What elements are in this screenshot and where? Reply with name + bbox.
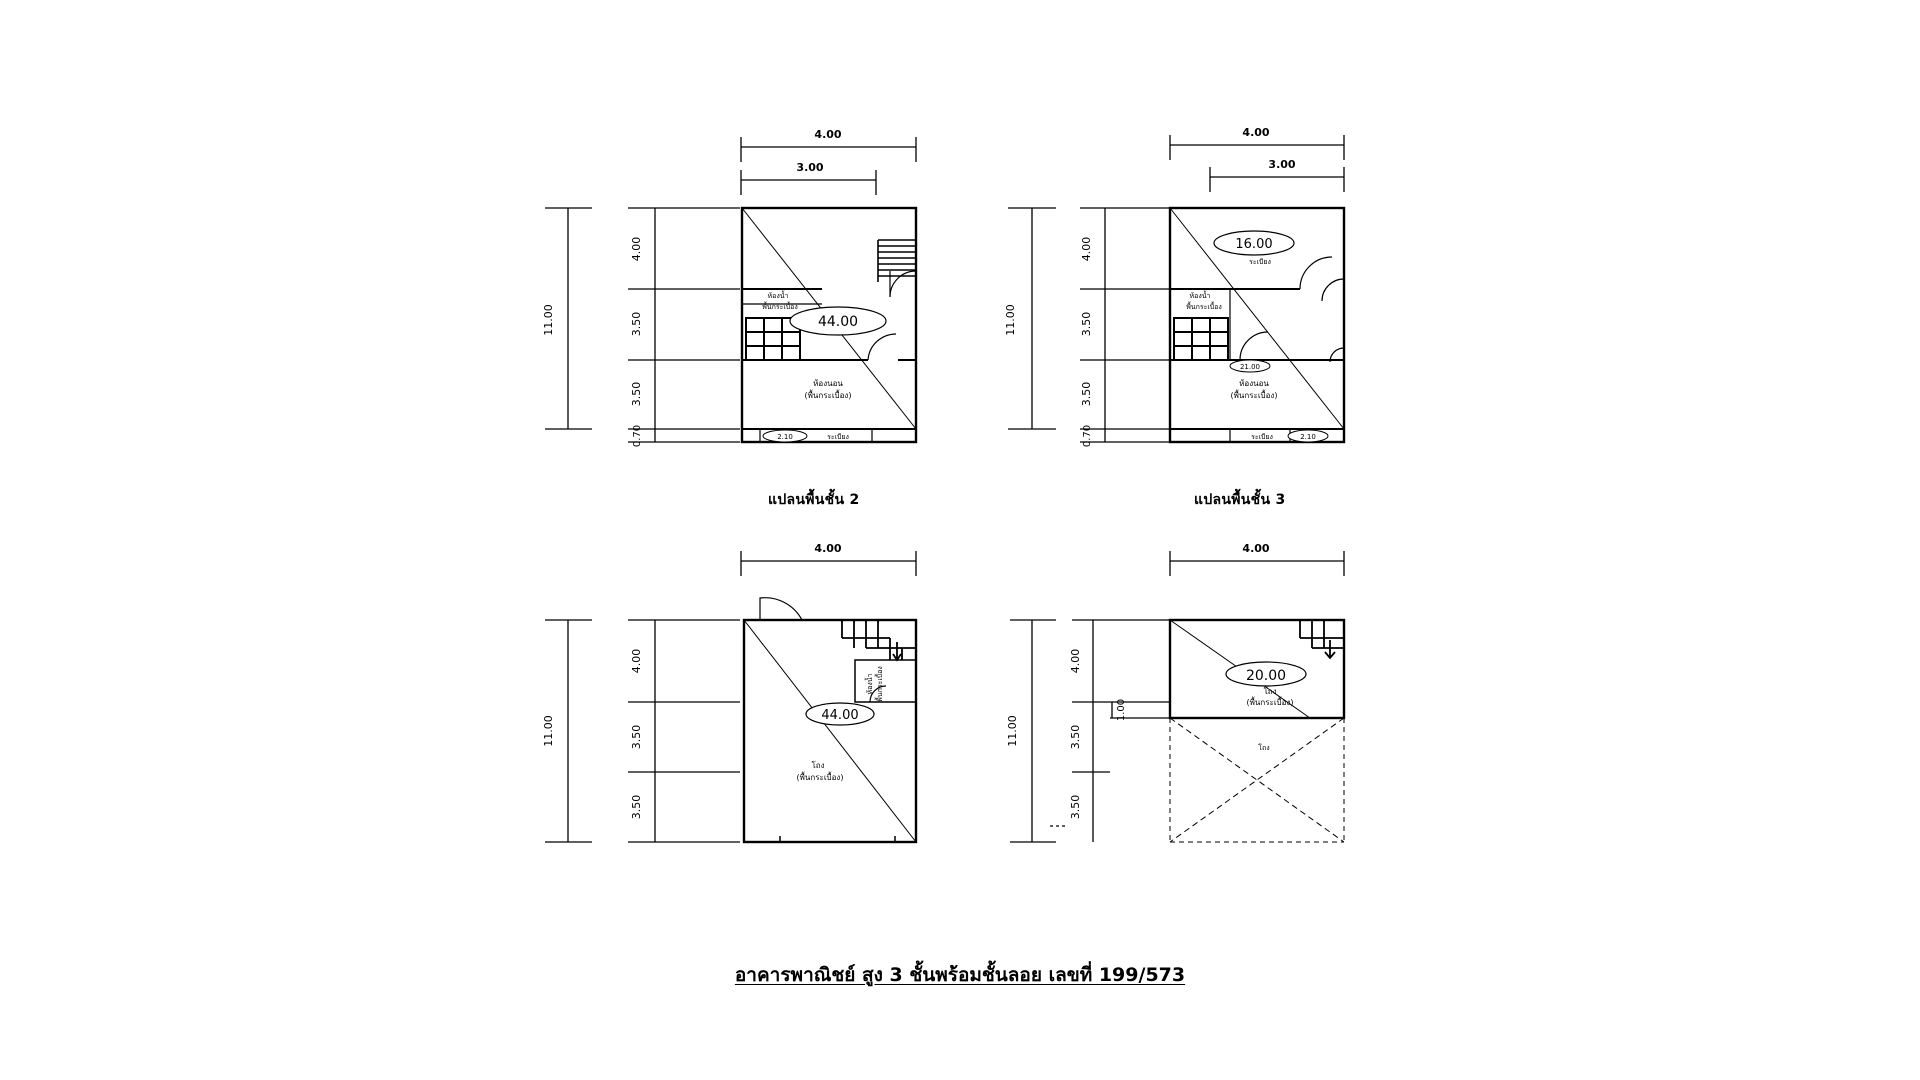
total-dim-label: 11.00	[1006, 715, 1019, 747]
staircase	[1174, 318, 1228, 360]
room-label: ระเบียง	[1251, 433, 1273, 441]
room-label: ห้องนอน	[1239, 379, 1269, 388]
segment-dim-label: 0.70	[1082, 424, 1093, 448]
balcony-area-label: 2.10	[1300, 433, 1316, 441]
balcony-area-label: 2.10	[777, 433, 793, 441]
area-label: 16.00	[1235, 237, 1273, 252]
room-label: ห้องน้ำ	[866, 673, 874, 695]
width-dim-label: 4.00	[814, 128, 842, 141]
total-dim-label: 11.00	[542, 715, 555, 747]
room-label: พื้นกระเบื้อง	[762, 303, 798, 311]
plan-floor-3	[1004, 126, 1344, 447]
plan-caption-floor-3: แปลนพื้นชั้น 3	[1194, 492, 1286, 508]
width-dim-label: 4.00	[1242, 542, 1270, 555]
width-dimension	[741, 137, 916, 195]
extra-dim-label: 1.00	[1116, 698, 1127, 722]
room-label: ระเบียง	[1249, 258, 1271, 266]
height-dimension	[1010, 620, 1170, 842]
segment-dim-label: 4.00	[630, 236, 643, 262]
segment-dim-label: 3.50	[630, 724, 643, 750]
segment-dim-label: 3.50	[630, 311, 643, 337]
area-label: 44.00	[821, 708, 859, 723]
area-label: 20.00	[1245, 668, 1287, 684]
room-label: (พื้นกระเบื้อง)	[804, 391, 852, 400]
room-label: พื้นกระเบื้อง	[1186, 303, 1222, 311]
staircase	[842, 620, 916, 660]
width-dim-label: 4.00	[814, 542, 842, 555]
segment-dim-label: 3.50	[1069, 794, 1082, 820]
room-label: ห้องน้ำ	[767, 292, 789, 300]
room-label: ห้องน้ำ	[1189, 292, 1211, 300]
total-dim-label: 11.00	[542, 304, 555, 336]
room-label: ระเบียง	[827, 433, 849, 441]
area-label: 44.00	[817, 314, 859, 330]
width-dimension	[1170, 135, 1344, 192]
staircase	[878, 240, 916, 282]
segment-dim-label: 3.50	[1080, 311, 1093, 337]
staircase	[1300, 620, 1344, 658]
segment-dim-label: 3.50	[630, 381, 643, 407]
room-label: ห้องนอน	[813, 379, 843, 388]
page-title: อาคารพาณิชย์ สูง 3 ชั้นพร้อมชั้นลอย เลขที่ 199/573	[734, 964, 1186, 986]
room-label: โถง	[1263, 687, 1277, 696]
room-label: โถง	[1258, 744, 1270, 752]
room-label: (พื้นกระเบื้อง)	[1230, 391, 1278, 400]
inner-width-dim-label: 3.00	[796, 161, 824, 174]
room-label: โถง	[811, 761, 825, 770]
total-dim-label: 11.00	[1004, 304, 1017, 336]
segment-dim-label: 4.00	[1069, 648, 1082, 674]
plan-caption-floor-2: แปลนพื้นชั้น 2	[768, 492, 860, 508]
segment-dim-label: 3.50	[1080, 381, 1093, 407]
segment-dim-label: 4.00	[1080, 236, 1093, 262]
segment-dim-label: 0.70	[632, 424, 643, 448]
room-label: (พื้นกระเบื้อง)	[1246, 698, 1294, 707]
room-label: พื้นกระเบื้อง	[876, 666, 884, 702]
inner-width-dim-label: 3.00	[1268, 158, 1296, 171]
plan-floor-1	[542, 542, 916, 842]
plan-mezzanine	[1006, 542, 1344, 842]
area-label: 21.00	[1239, 363, 1261, 371]
segment-dim-label: 4.00	[630, 648, 643, 674]
segment-dim-label: 3.50	[630, 794, 643, 820]
plan-outline	[1170, 620, 1344, 842]
plan-floor-2	[542, 128, 916, 447]
width-dim-label: 4.00	[1242, 126, 1270, 139]
segment-dim-label: 3.50	[1069, 724, 1082, 750]
room-label: (พื้นกระเบื้อง)	[796, 773, 844, 782]
